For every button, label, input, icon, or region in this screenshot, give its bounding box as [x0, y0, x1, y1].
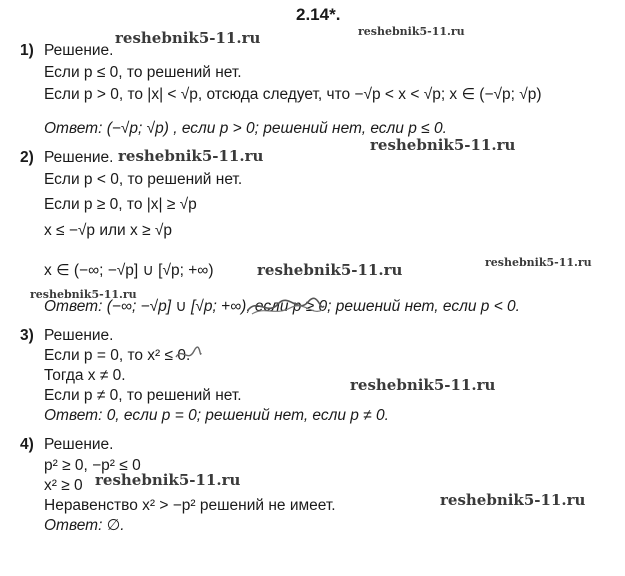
solution-heading: Решение. — [44, 42, 114, 59]
answer-line: Ответ: (−√p; √p) , если p > 0; решений нет, если p ≤ 0. — [44, 120, 447, 137]
watermark: reshebnik5-11.ru — [118, 147, 264, 165]
solution-line: Если p = 0, то x² ≤ 0. — [44, 347, 191, 364]
watermark: reshebnik5-11.ru — [30, 288, 137, 301]
solution-line: x ∈ (−∞; −√p] ∪ [√p; +∞) — [44, 262, 214, 279]
pen-scribble — [174, 345, 202, 365]
solution-line: Если p ≠ 0, то решений нет. — [44, 387, 242, 404]
watermark: reshebnik5-11.ru — [485, 256, 592, 269]
answer-line: Ответ: (−∞; −√p] ∪ [√p; +∞), если p ≥ 0; решений нет, если p < 0. — [44, 298, 520, 315]
solution-line: Если p ≥ 0, то |x| ≥ √p — [44, 196, 197, 213]
solution-heading: Решение. — [44, 436, 114, 453]
solution-line: Неравенство x² > −p² решений не имеет. — [44, 497, 336, 514]
part-number: 3) — [20, 327, 34, 344]
part-number: 2) — [20, 149, 34, 166]
watermark: reshebnik5-11.ru — [440, 491, 586, 509]
solution-line: Если p < 0, то решений нет. — [44, 171, 243, 188]
part-number: 1) — [20, 42, 34, 59]
part-number: 4) — [20, 436, 34, 453]
solution-heading: Решение. — [44, 327, 114, 344]
solution-line: Тогда x ≠ 0. — [44, 367, 126, 384]
watermark: reshebnik5-11.ru — [370, 136, 516, 154]
solution-line: p² ≥ 0, −p² ≤ 0 — [44, 457, 141, 474]
watermark: reshebnik5-11.ru — [358, 25, 465, 38]
watermark: reshebnik5-11.ru — [350, 376, 496, 394]
solution-heading: Решение. — [44, 149, 114, 166]
solution-line: x² ≥ 0 — [44, 477, 83, 494]
problem-title: 2.14*. — [296, 5, 341, 24]
watermark: reshebnik5-11.ru — [115, 29, 261, 47]
solution-line: Если p > 0, то |x| < √p, отсюда следует, что −√p < x < √p; x ∈ (−√p; √p) — [44, 86, 542, 103]
answer-line: Ответ: ∅. — [44, 517, 125, 534]
watermark: reshebnik5-11.ru — [95, 471, 241, 489]
pen-scribble — [246, 296, 326, 318]
answer-line: Ответ: 0, если p = 0; решений нет, если p ≠ 0. — [44, 407, 389, 424]
solution-line: x ≤ −√p или x ≥ √p — [44, 222, 173, 239]
solution-line: Если p ≤ 0, то решений нет. — [44, 64, 242, 81]
watermark: reshebnik5-11.ru — [257, 261, 403, 279]
